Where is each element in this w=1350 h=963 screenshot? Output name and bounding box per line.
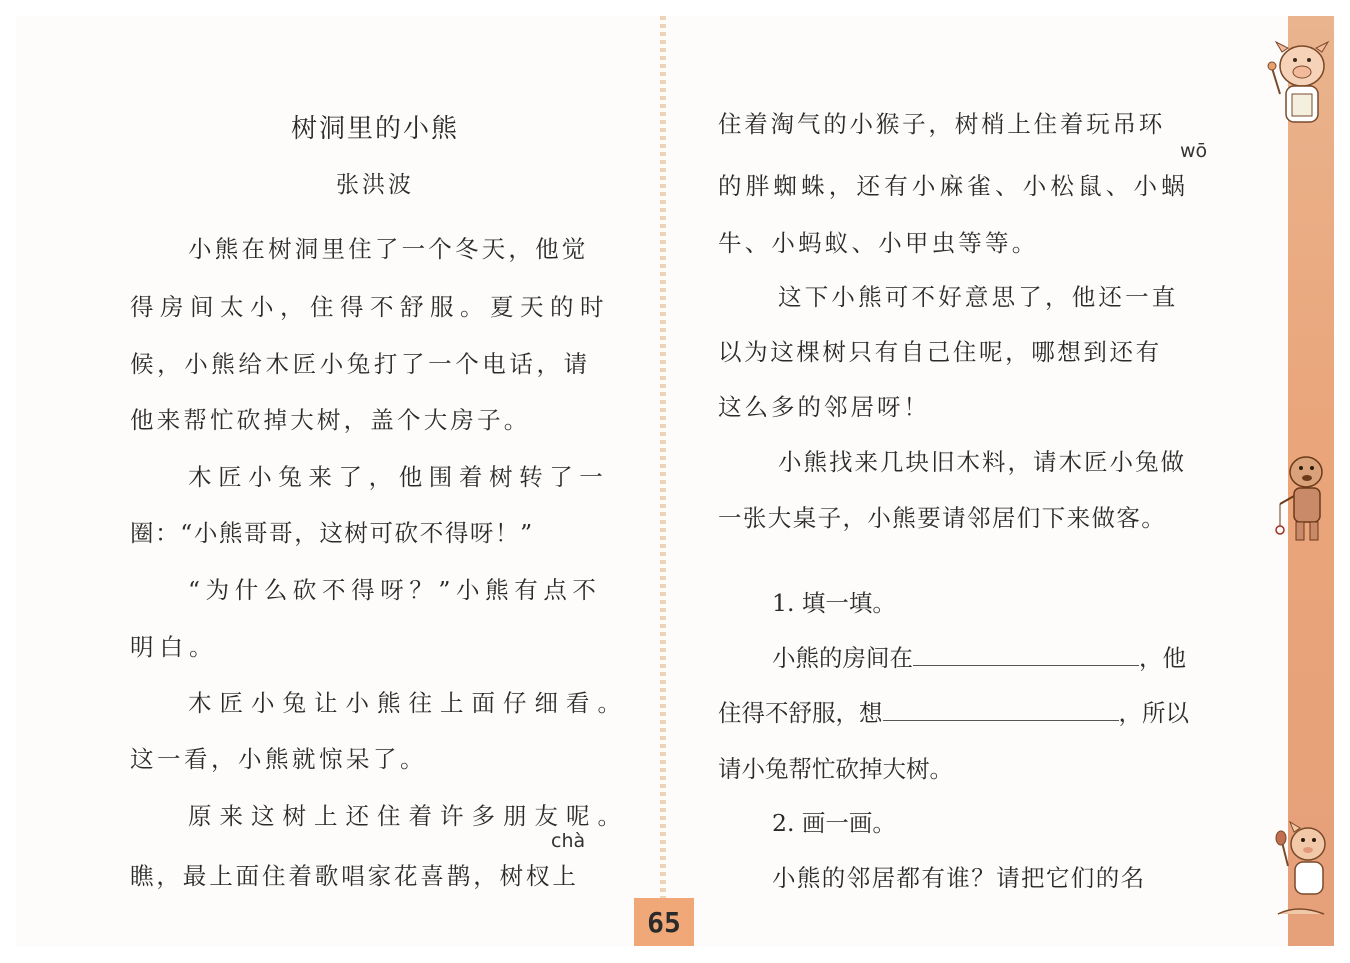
story-title: 树洞里的小熊 (290, 114, 459, 144)
exercise-text: 小熊的房间在 (772, 644, 913, 672)
dog-with-yoyo-icon (1270, 448, 1332, 548)
story-line: 小熊找来几块旧木料，请木匠小兔做 (778, 448, 1186, 476)
page-number: 65 (634, 898, 694, 946)
story-line: 圈：“小熊哥哥，这树可砍不得呀！” (130, 519, 534, 547)
story-line: 明白。 (130, 633, 219, 661)
story-line: 瞧，最上面住着歌唱家花喜鹊，树杈上 (130, 862, 579, 890)
story-line: 这下小熊可不好意思了，他还一直 (778, 283, 1179, 311)
story-line: 原来这树上还住着许多朋友呢。 (188, 802, 629, 830)
pinyin-annotation: wō (1180, 140, 1208, 162)
story-line: 一张大桌子，小熊要请邻居们下来做客。 (718, 504, 1167, 532)
exercise-text: ，所以 (1118, 699, 1189, 727)
answer-blank-1[interactable] (913, 643, 1139, 666)
exercise-text: 住得不舒服，想 (718, 699, 883, 727)
exercise-1-line (718, 694, 1189, 728)
exercise-1-line: 请小兔帮忙砍掉大树。 (718, 755, 953, 783)
pig-mascot-icon (1262, 38, 1336, 130)
exercise-2-line: 小熊的邻居都有谁？请把它们的名 (772, 864, 1146, 892)
story-line: 木匠小兔来了，他围着树转了一 (188, 463, 610, 491)
story-line: 得房间太小，住得不舒服。夏天的时 (130, 293, 610, 321)
story-line: 这么多的邻居呀！ (718, 393, 930, 421)
story-line: 的胖蜘蛛，还有小麻雀、小松鼠、小蜗 (718, 172, 1189, 200)
book-fold (660, 16, 666, 946)
story-line: 以为这棵树只有自己住呢，哪想到还有 (718, 338, 1162, 366)
story-line: 这一看，小熊就惊呆了。 (130, 745, 427, 773)
story-author: 张洪波 (336, 172, 414, 198)
story-line: 小熊在树洞里住了一个冬天，他觉 (188, 235, 589, 263)
story-line: 候，小熊给木匠小兔打了一个电话，请 (130, 350, 591, 378)
pinyin-annotation: chà (551, 830, 586, 852)
exercise-1-heading: 1. 填一填。 (772, 589, 896, 617)
exercise-1-line (772, 639, 1186, 673)
exercise-text: ，他 (1139, 644, 1186, 672)
exercise-2-heading: 2. 画一画。 (772, 809, 896, 837)
story-line: “为什么砍不得呀？”小熊有点不 (188, 576, 602, 604)
story-line: 牛、小蚂蚁、小甲虫等等。 (718, 229, 1039, 257)
story-line: 他来帮忙砍掉大树，盖个大房子。 (130, 406, 531, 434)
story-line: 住着淘气的小猴子，树梢上住着玩吊环 (718, 110, 1166, 138)
story-line: 木匠小兔让小熊往上面仔细看。 (188, 689, 629, 717)
answer-blank-2[interactable] (883, 698, 1119, 721)
animal-with-spoon-icon (1268, 820, 1338, 920)
